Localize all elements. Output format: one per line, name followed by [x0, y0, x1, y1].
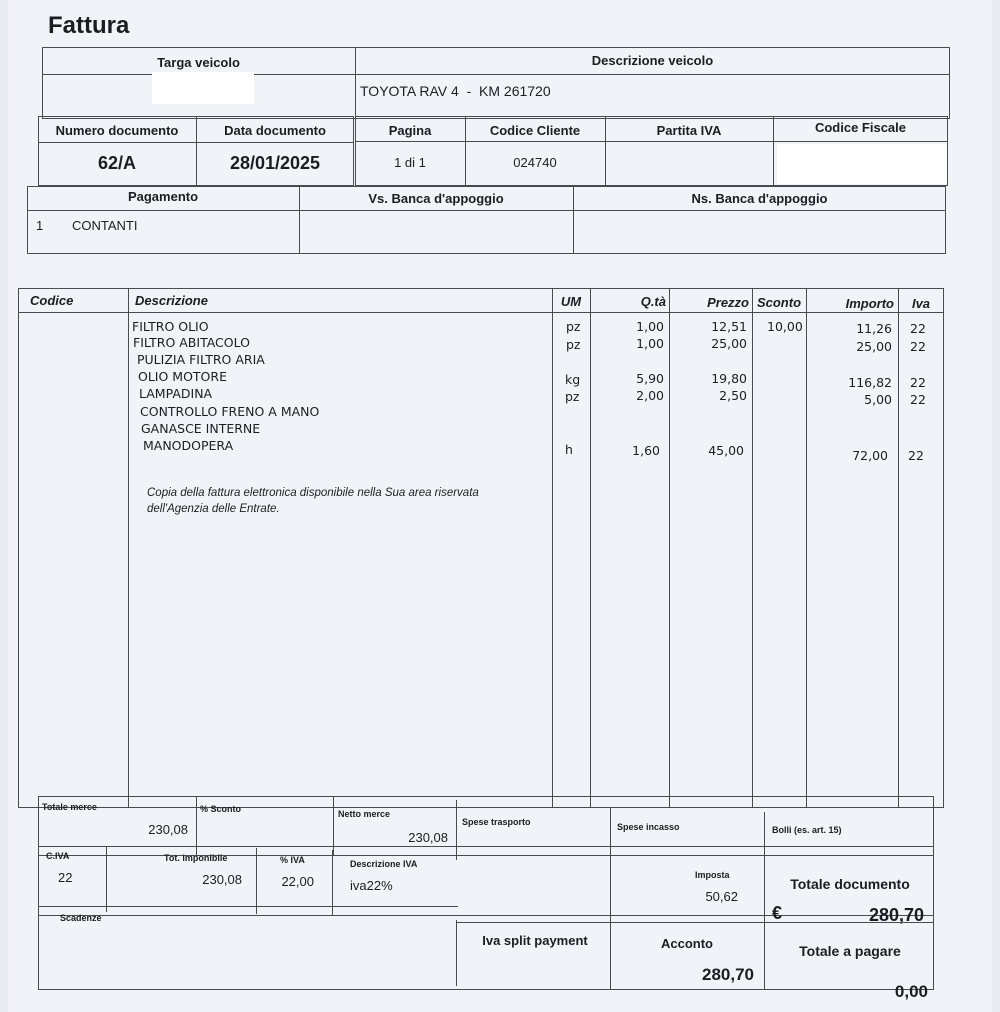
- row-desc: OLIO MOTORE: [138, 369, 227, 384]
- totale-merce-label: Totale merce: [42, 802, 97, 812]
- vehicle-description: TOYOTA RAV 4 - KM 261720: [360, 83, 551, 99]
- imposta-value: 50,62: [705, 889, 738, 904]
- ns-banca-label: Ns. Banca d'appoggio: [691, 191, 828, 206]
- netto-merce-label: Netto merce: [338, 809, 391, 819]
- bolli-label: Bolli (es. art. 15): [772, 825, 842, 835]
- pagina-label: Pagina: [388, 123, 432, 138]
- civa-value: 22: [58, 870, 73, 885]
- col-descrizione: Descrizione: [135, 293, 208, 308]
- row-desc: FILTRO OLIO: [132, 319, 209, 334]
- codice-cliente-value: 024740: [513, 155, 557, 170]
- row-desc: LAMPADINA: [139, 386, 213, 401]
- data-documento-label: Data documento: [224, 123, 326, 138]
- row-desc: CONTROLLO FRENO A MANO: [140, 404, 320, 419]
- totale-merce-value: 230,08: [148, 822, 188, 837]
- spese-incasso-label: Spese incasso: [617, 822, 680, 832]
- spese-trasporto-label: Spese trasporto: [462, 817, 531, 827]
- pagamento-code: 1: [36, 218, 44, 233]
- vs-banca-label: Vs. Banca d'appoggio: [368, 191, 504, 206]
- document-title: Fattura: [48, 12, 130, 39]
- scadenze-label: Scadenze: [60, 913, 102, 923]
- targa-label: Targa veicolo: [157, 55, 240, 70]
- desc-iva-label: Descrizione IVA: [350, 859, 418, 869]
- totale-documento-value: 280,70: [868, 905, 924, 925]
- redacted-fiscal-code: [777, 144, 947, 184]
- netto-merce-value: 230,08: [408, 830, 448, 845]
- partita-iva-label: Partita IVA: [656, 123, 722, 138]
- pagina-value: 1 di 1: [394, 155, 426, 170]
- row-desc: FILTRO ABITACOLO: [133, 335, 250, 350]
- totale-pagare-label: Totale a pagare: [799, 943, 901, 959]
- totale-pagare-value: 0,00: [894, 982, 928, 1001]
- descrizione-veicolo-label: Descrizione veicolo: [591, 53, 714, 68]
- redacted-plate: [152, 72, 254, 104]
- col-importo: Importo: [845, 296, 894, 311]
- data-documento-value: 28/01/2025: [229, 153, 321, 173]
- sconto-label: % Sconto: [200, 804, 242, 814]
- note-line-1: Copia della fattura elettronica disponibile nella Sua area riservata: [147, 487, 479, 499]
- row-desc: MANODOPERA: [143, 438, 234, 453]
- row-desc: GANASCE INTERNE: [141, 421, 261, 436]
- imponibile-label: Tot. imponibile: [164, 853, 228, 863]
- imponibile-value: 230,08: [202, 872, 242, 887]
- numero-documento-value: 62/A: [97, 153, 137, 173]
- desc-iva-value: iva22%: [350, 878, 393, 893]
- col-um: UM: [560, 294, 582, 309]
- split-payment-label: Iva split payment: [482, 933, 588, 948]
- totale-documento-label: Totale documento: [790, 876, 910, 892]
- acconto-label: Acconto: [661, 936, 713, 951]
- pagamento-value: CONTANTI: [72, 218, 138, 233]
- col-codice: Codice: [30, 293, 74, 308]
- civa-label: C.IVA: [46, 851, 70, 861]
- codice-cliente-label: Codice Cliente: [489, 123, 581, 138]
- note-line-2: dell'Agenzia delle Entrate.: [147, 503, 280, 515]
- imposta-label: Imposta: [695, 870, 730, 880]
- codice-fiscale-label: Codice Fiscale: [814, 120, 907, 135]
- perc-iva-value: 22,00: [281, 874, 314, 889]
- col-prezzo: Prezzo: [707, 295, 749, 310]
- col-sconto: Sconto: [756, 295, 802, 310]
- perc-iva-label: % IVA: [280, 855, 305, 865]
- row-desc: PULIZIA FILTRO ARIA: [137, 352, 265, 367]
- currency-symbol: €: [772, 903, 783, 923]
- col-iva: Iva: [911, 296, 931, 311]
- col-qta: Q.tà: [640, 294, 666, 309]
- numero-documento-label: Numero documento: [55, 123, 179, 138]
- acconto-value: 280,70: [702, 965, 754, 984]
- pagamento-label: Pagamento: [127, 189, 199, 204]
